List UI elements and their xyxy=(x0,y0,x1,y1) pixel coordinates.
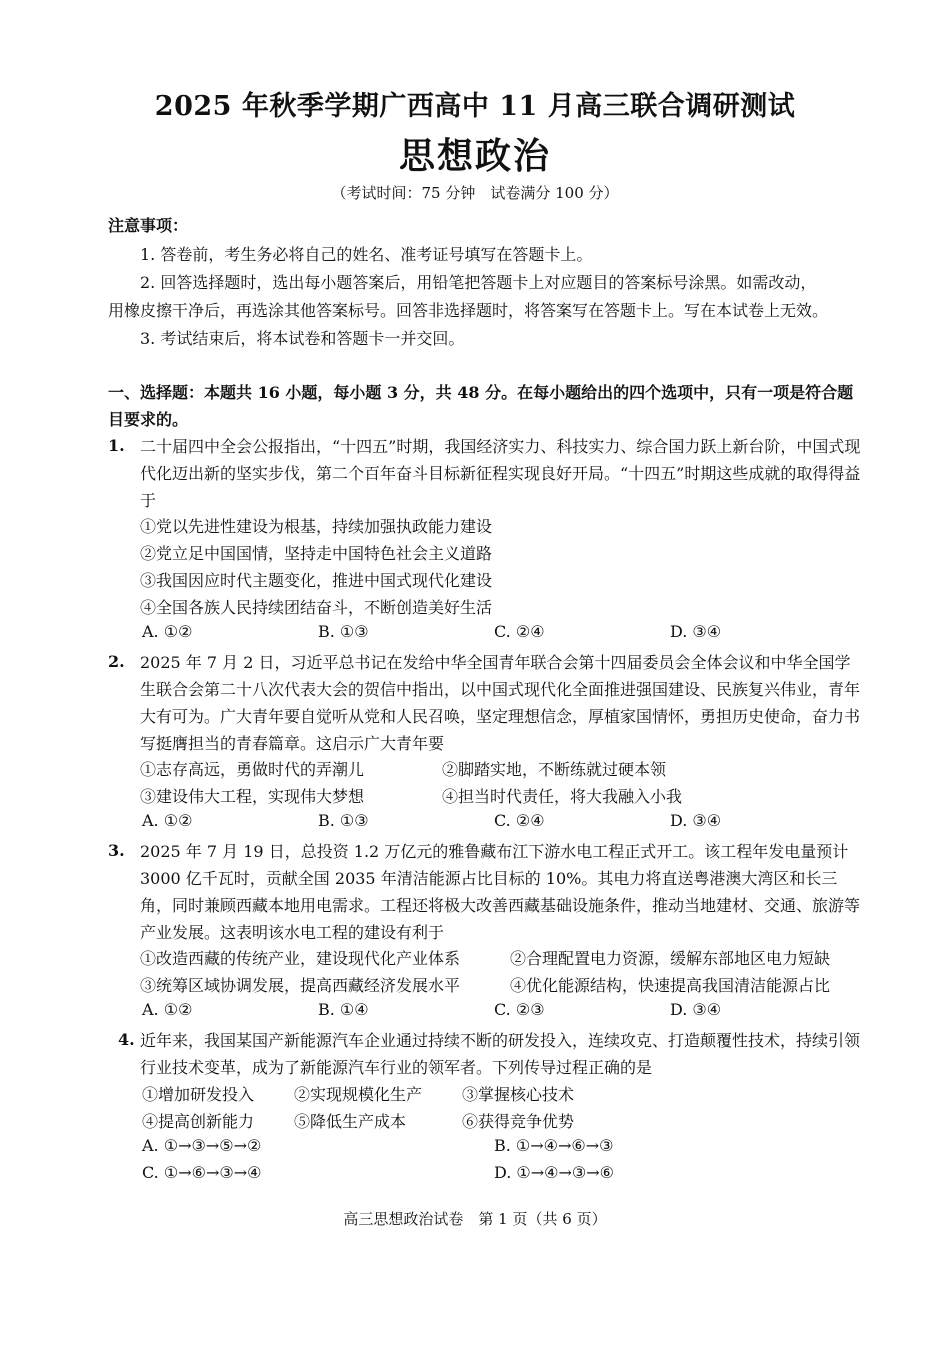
choice-a: A. ①② xyxy=(142,622,193,641)
choice-b: B. ①③ xyxy=(318,622,369,641)
page-footer: 高三思想政治试卷 第 1 页（共 6 页） xyxy=(343,1210,607,1228)
note-item-2: 2. 回答选择题时，选出每小题答案后，用铅笔把答题卡上对应题目的答案标号涂黑。如需改动， xyxy=(140,273,817,292)
statement: ②合理配置电力资源，缓解东部地区电力短缺 xyxy=(510,949,831,968)
choice-b: B. ①→④→⑥→③ xyxy=(494,1136,614,1155)
statement: ③统筹区域协调发展，提高西藏经济发展水平 xyxy=(140,976,461,995)
choice-d: D. ③④ xyxy=(670,811,722,830)
choice-b: B. ①③ xyxy=(318,811,369,830)
statement: ③掌握核心技术 xyxy=(462,1085,575,1104)
choice-a: A. ①② xyxy=(142,1000,193,1019)
choice-c: C. ②④ xyxy=(494,811,545,830)
statement: ③建设伟大工程，实现伟大梦想 xyxy=(140,787,365,806)
note-item-2-cont: 用橡皮擦干净后，再选涂其他答案标号。回答非选择题时，将答案写在答题卡上。写在本试卷上无效。 xyxy=(108,301,829,320)
choice-b: B. ①④ xyxy=(318,1000,369,1019)
question-stem: 二十届四中全会公报指出，“十四五”时期，我国经济实力、科技实力、综合国力跃上新台阶，中国式现代化迈出新的坚实步伐，第二个百年奋斗目标新征程实现良好开局。“十四五”时期这些成就的取得得益于 xyxy=(140,437,861,510)
statement: ②实现规模化生产 xyxy=(294,1085,423,1104)
exam-info: （考试时间：75 分钟 试卷满分 100 分） xyxy=(331,184,619,202)
statement: ①增加研发投入 xyxy=(142,1085,255,1104)
statement: ④提高创新能力 xyxy=(142,1112,255,1131)
choice-a: A. ①② xyxy=(142,811,193,830)
question-number: 2. xyxy=(108,652,125,671)
statement: ⑥获得竞争优势 xyxy=(462,1112,575,1131)
choice-d: D. ①→④→③→⑥ xyxy=(494,1163,615,1182)
statement: ④担当时代责任，将大我融入小我 xyxy=(442,787,683,806)
choice-c: C. ①→⑥→③→④ xyxy=(142,1163,262,1182)
statement: ②党立足中国国情，坚持走中国特色社会主义道路 xyxy=(140,544,493,563)
exam-title: 2025 年秋季学期广西高中 11 月高三联合调研测试 xyxy=(154,91,796,122)
statement: ⑤降低生产成本 xyxy=(294,1112,407,1131)
statement: ①改造西藏的传统产业，建设现代化产业体系 xyxy=(140,949,461,968)
question-number: 1. xyxy=(108,436,125,455)
note-item-1: 1. 答卷前，考生务必将自己的姓名、准考证号填写在答题卡上。 xyxy=(140,245,593,264)
section-heading-cont: 目要求的。 xyxy=(108,410,189,429)
question-number: 3. xyxy=(108,841,125,860)
statement: ③我国因应时代主题变化，推进中国式现代化建设 xyxy=(140,571,493,590)
choice-d: D. ③④ xyxy=(670,1000,722,1019)
question-stem: 近年来，我国某国产新能源汽车企业通过持续不断的研发投入，连续攻克、打造颠覆性技术，持续引领行业技术变革，成为了新能源汽车行业的领军者。下列传导过程正确的是 xyxy=(140,1031,861,1077)
choice-d: D. ③④ xyxy=(670,622,722,641)
choice-c: C. ②③ xyxy=(494,1000,545,1019)
subject-title: 思想政治 xyxy=(398,135,551,177)
question-number: 4. xyxy=(118,1030,135,1049)
statement: ④全国各族人民持续团结奋斗，不断创造美好生活 xyxy=(140,598,493,617)
statement: ②脚踏实地，不断练就过硬本领 xyxy=(442,760,667,779)
question-stem: 2025 年 7 月 19 日，总投资 1.2 万亿元的雅鲁藏布江下游水电工程正式开工。该工程年发电量预计 3000 亿千瓦时，贡献全国 2035 年清洁能源占比目标的 10%。其电力将直送粤港澳大湾区和长三角，同时兼顾西藏本地用电需求。工程还将极大改善西藏基础设施条件，推动当地建材、交通、旅游等产业发展。这表明该水电工程的建设有利于 xyxy=(140,842,861,942)
statement: ①党以先进性建设为根基，持续加强执政能力建设 xyxy=(140,517,493,536)
choice-a: A. ①→③→⑤→② xyxy=(142,1136,262,1155)
note-item-3: 3. 考试结束后，将本试卷和答题卡一并交回。 xyxy=(140,329,465,348)
notes-heading: 注意事项： xyxy=(108,216,189,235)
question-stem: 2025 年 7 月 2 日，习近平总书记在发给中华全国青年联合会第十四届委员会全体会议和中华全国学生联合会第二十八次代表大会的贺信中指出，以中国式现代化全面推进强国建设、民族复兴伟业，青年大有可为。广大青年要自觉听从党和人民召唤，坚定理想信念，厚植家国情怀，勇担历史使命，奋力书写挺膺担当的青春篇章。这启示广大青年要 xyxy=(140,653,861,753)
choice-c: C. ②④ xyxy=(494,622,545,641)
statement: ④优化能源结构，快速提高我国清洁能源占比 xyxy=(510,976,831,995)
statement: ①志存高远，勇做时代的弄潮儿 xyxy=(140,760,365,779)
section-heading: 一、选择题：本题共 16 小题，每小题 3 分，共 48 分。在每小题给出的四个选项中，只有一项是符合题 xyxy=(108,383,854,402)
